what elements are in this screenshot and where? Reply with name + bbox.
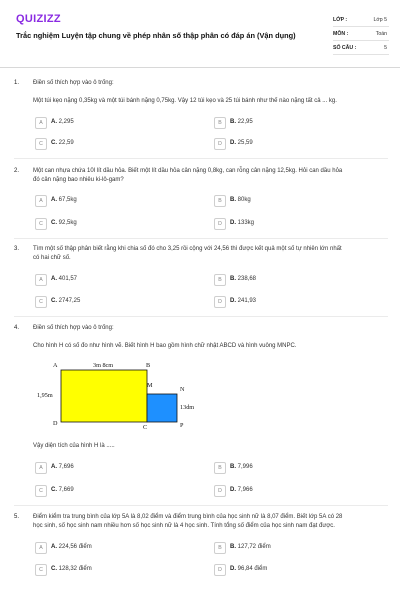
option-letter-box: C — [35, 296, 47, 308]
option-letter-box: D — [214, 218, 226, 230]
meta-count-label: SỐ CÂU : — [333, 45, 357, 51]
option-text: 25,59 — [237, 140, 253, 146]
option-letter-box: B — [214, 195, 226, 207]
option-letter-box: C — [35, 564, 47, 576]
question-divider — [14, 316, 388, 317]
question-2-text-line-2: đó cân nặng bao nhiêu ki-lô-gam? — [33, 177, 124, 183]
question-1-text: Một túi kẹo nặng 0,35kg và một túi bánh nặng 0,75kg. Vậy 12 túi kẹo và 25 túi bánh như thế nào nặng tất cả ... kg. — [33, 98, 337, 104]
meta-class-label: LỚP : — [333, 17, 348, 23]
label-square-length: 13dm — [180, 404, 195, 411]
option-letter-box: A — [35, 542, 47, 554]
option-letter-box: C — [35, 485, 47, 497]
option-text: 7,966 — [237, 487, 253, 493]
meta-subject-value: Toán — [375, 31, 387, 37]
option-text: 128,32 điểm — [58, 566, 92, 572]
question-4-text: Cho hình H có số đo như hình vẽ. Biết hình H bao gồm hình chữ nhật ABCD và hình vuông MNPC. — [33, 343, 297, 349]
question-divider — [14, 158, 388, 159]
option-letter-box: D — [214, 485, 226, 497]
label-c: C — [143, 424, 148, 431]
question-divider — [14, 238, 388, 239]
option-letter-box: C — [35, 138, 47, 150]
question-1-number: 1. — [14, 80, 20, 86]
option-text: 7,696 — [58, 464, 74, 470]
option-letter-box: B — [214, 274, 226, 286]
meta-divider — [333, 40, 389, 41]
option-text: 22,59 — [58, 140, 74, 146]
option-letter-box: A — [35, 117, 47, 129]
label-left-length: 1,95m — [37, 392, 53, 399]
page-title: Trắc nghiệm Luyện tập chung về phép nhân số thập phân có đáp án (Vận dụng) — [16, 31, 296, 40]
label-m: M — [147, 382, 153, 389]
option-letter-box: A — [35, 462, 47, 474]
option-text: 67,5kg — [58, 197, 77, 203]
option-letter-box: C — [35, 218, 47, 230]
option-text: 241,93 — [237, 298, 257, 304]
label-top-length: 3m 8cm — [93, 362, 114, 369]
option-letter-box: B — [214, 542, 226, 554]
meta-class-value: Lớp 5 — [373, 17, 387, 23]
option-letter-box: D — [214, 296, 226, 308]
question-2-number: 2. — [14, 168, 20, 174]
label-b: B — [146, 362, 151, 369]
option-text: 2747,25 — [58, 298, 81, 304]
question-3-number: 3. — [14, 246, 20, 252]
option-letter-box: D — [214, 564, 226, 576]
question-5-number: 5. — [14, 514, 20, 520]
option-letter-box: A — [35, 195, 47, 207]
rectangle-abcd — [61, 370, 147, 422]
option-text: 92,5kg — [58, 220, 77, 226]
question-3-text-line-1: Tìm một số thập phân biết rằng khi chia số đó cho 3,25 rồi cộng với 24,56 thì được kết quả một số tự nhiên lớn nhất — [33, 246, 342, 252]
option-text: 238,68 — [237, 276, 257, 282]
question-1-instruction: Điền số thích hợp vào ô trống: — [33, 80, 114, 86]
figure-h — [35, 360, 205, 435]
meta-count-value: 5 — [384, 45, 387, 51]
option-text: 22,95 — [237, 119, 253, 125]
label-p: P — [180, 422, 184, 429]
label-n: N — [180, 386, 185, 393]
label-a: A — [53, 362, 58, 369]
option-text: 80kg — [237, 197, 251, 203]
question-4-number: 4. — [14, 325, 20, 331]
option-letter-box: D — [214, 138, 226, 150]
option-text: 7,669 — [58, 487, 74, 493]
meta-subject-label: MÔN : — [333, 31, 349, 37]
option-text: 7,996 — [237, 464, 253, 470]
option-letter-box: B — [214, 462, 226, 474]
square-mnpc — [147, 394, 177, 422]
question-divider — [14, 505, 388, 506]
label-d: D — [53, 420, 58, 427]
question-4-prompt: Vậy diện tích của hình H là ..... — [33, 443, 115, 449]
question-4-instruction: Điền số thích hợp vào ô trống: — [33, 325, 114, 331]
option-text: 133kg — [237, 220, 255, 226]
page-header — [0, 0, 400, 68]
option-text: 96,84 điểm — [237, 566, 268, 572]
option-text: 401,57 — [58, 276, 78, 282]
question-3-text-line-2: có hai chữ số. — [33, 255, 71, 261]
option-text: 127,72 điểm — [237, 544, 271, 550]
quizizz-logo: QUIZIZZ — [16, 13, 61, 25]
option-text: 2,295 — [58, 119, 74, 125]
question-5-text-line-2: học sinh, số học sinh nam nhiều hơn số học sinh nữ là 4 học sinh. Tính tổng số điểm của học sinh nam đạt được. — [33, 523, 335, 529]
question-5-text-line-1: Điểm kiểm tra trung bình của lớp 5A là 8,02 điểm và điểm trung bình của học sinh nữ là 8,07 điểm. Biết lớp 5A có 28 — [33, 514, 343, 520]
option-letter-box: A — [35, 274, 47, 286]
question-2-text-line-1: Một can nhựa chứa 10l lít dầu hỏa. Biết một lít dầu hỏa cân nặng 0,8kg, can rỗng cân nặng 12,5kg. Hỏi can dầu hỏa — [33, 168, 343, 174]
meta-divider — [333, 26, 389, 27]
option-letter-box: B — [214, 117, 226, 129]
option-text: 224,56 điểm — [58, 544, 92, 550]
meta-divider — [333, 54, 389, 55]
